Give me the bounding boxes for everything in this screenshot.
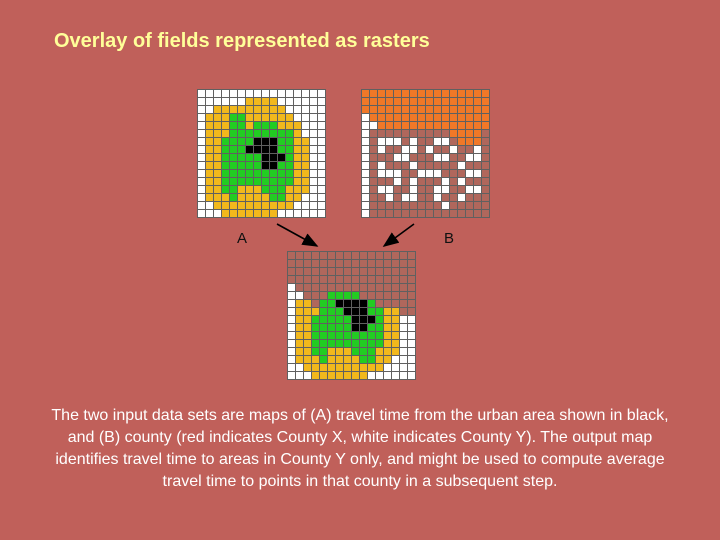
label-a: A (237, 230, 248, 247)
label-b: B (444, 230, 455, 247)
slide-title: Overlay of fields represented as rasters (54, 30, 430, 52)
arrow-b-icon (384, 224, 414, 246)
caption: The two input data sets are maps of (A) travel time from the urban area shown in black, and (B) county (red indicates County X, white indicates County Y). The output map identifies travel time to areas in County Y only, and might be used to compute average travel time to points in that county in a subsequent step. (51, 407, 669, 490)
arrow-a-icon (277, 224, 317, 246)
